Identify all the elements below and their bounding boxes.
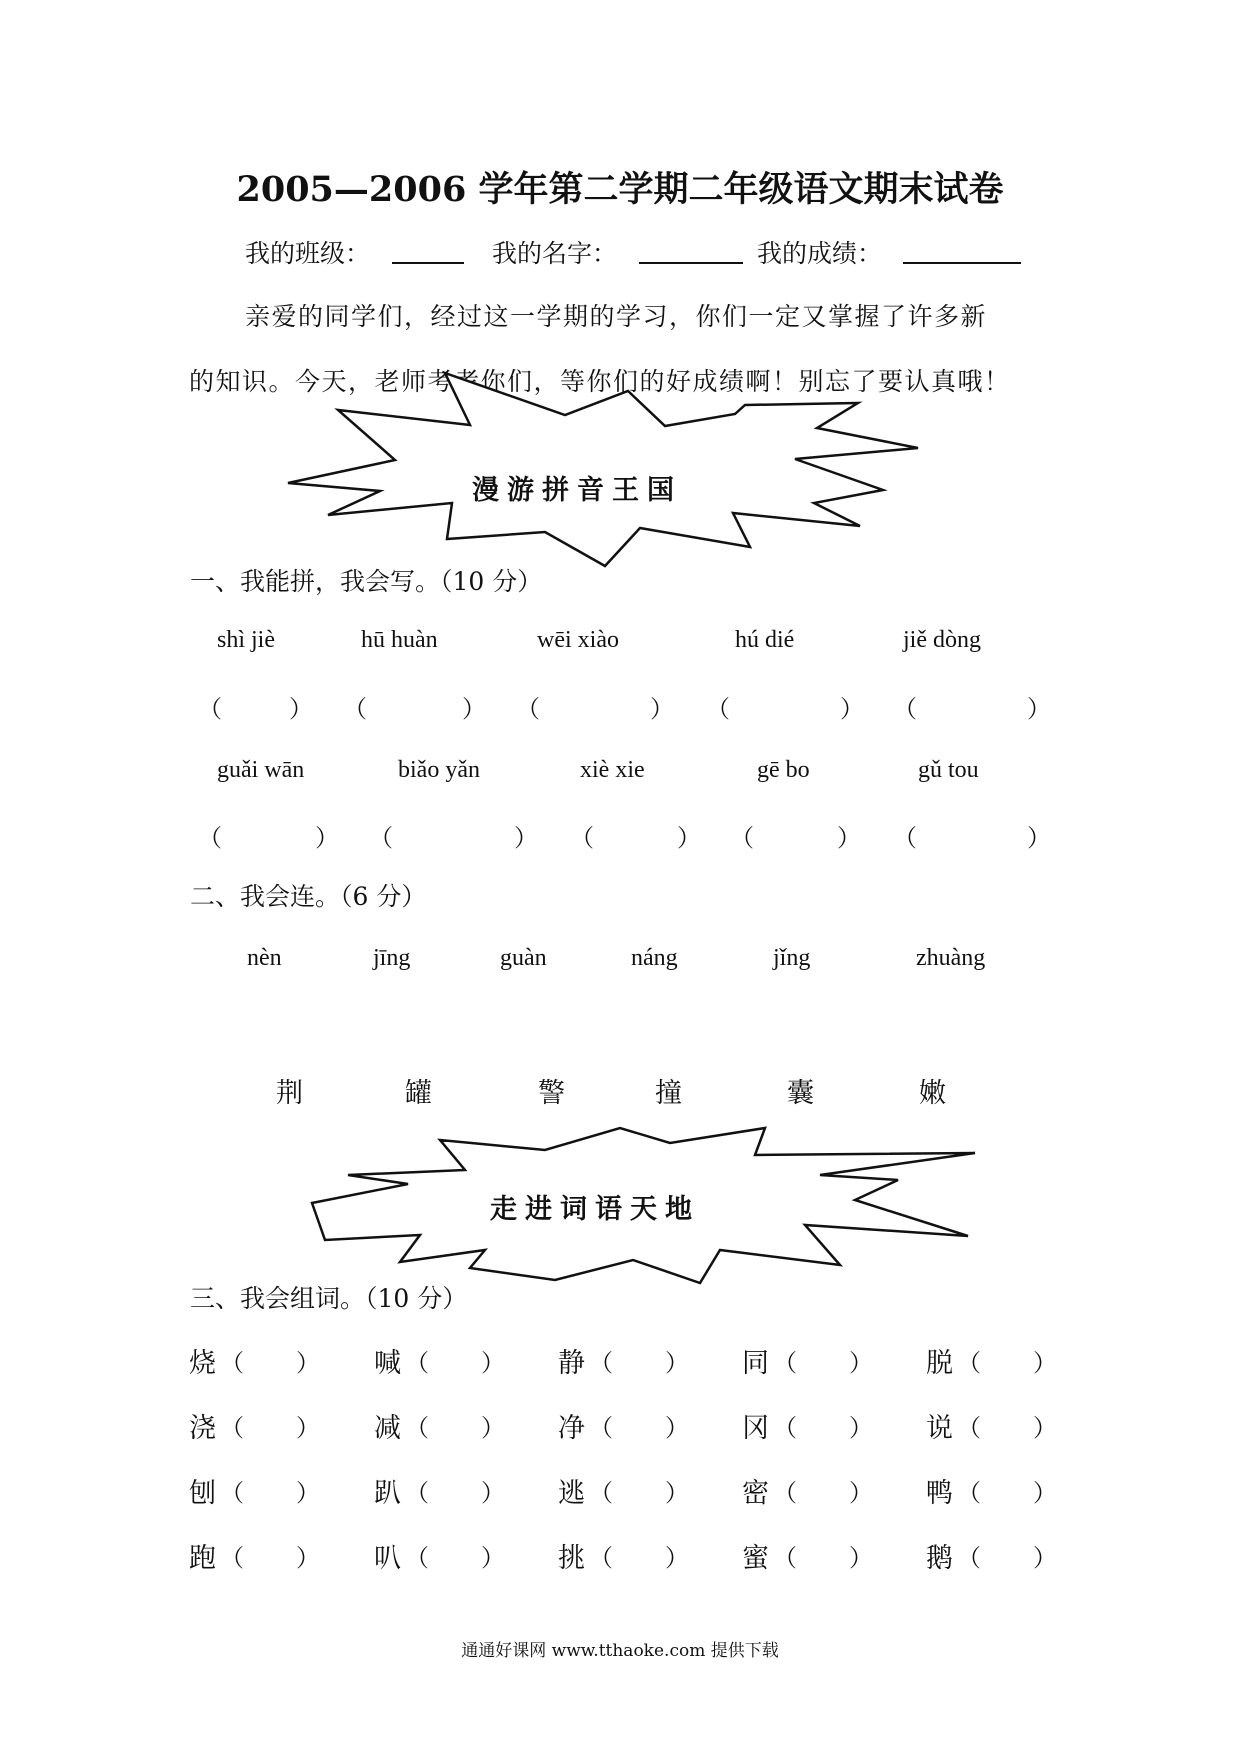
q3-open: （ <box>773 1479 797 1507</box>
q1-r1-open-5: （ <box>893 695 917 723</box>
q3-open: （ <box>220 1414 244 1442</box>
q1-r2-open-5: （ <box>893 824 917 852</box>
q3-close: ） <box>665 1414 689 1442</box>
q2-pinyin-4[interactable]: náng <box>631 945 678 971</box>
q3-close: ） <box>665 1544 689 1572</box>
q2-pinyin-6[interactable]: zhuàng <box>916 945 986 971</box>
q1-pinyin-2: hū huàn <box>361 627 438 653</box>
q1-pinyin-6: guǎi wān <box>217 757 305 783</box>
q1-r1-close-3: ） <box>650 695 674 723</box>
q2-char-4[interactable]: 撞 <box>655 1078 682 1109</box>
q3-close: ） <box>481 1544 505 1572</box>
q3-open: （ <box>220 1544 244 1572</box>
q3-char: 减 <box>374 1413 401 1444</box>
q3-close: ） <box>296 1544 320 1572</box>
q3-open: （ <box>220 1479 244 1507</box>
q1-pinyin-4: hú dié <box>735 627 795 653</box>
q3-close: ） <box>481 1479 505 1507</box>
q1-pinyin-10: gǔ tou <box>918 757 979 783</box>
q3-open: （ <box>773 1544 797 1572</box>
q3-close: ） <box>1033 1544 1057 1572</box>
q3-char: 同 <box>742 1348 769 1379</box>
q3-open: （ <box>957 1479 981 1507</box>
q2-pinyin-2[interactable]: jīng <box>373 945 411 971</box>
q3-close: ） <box>1033 1349 1057 1377</box>
q1-r1-close-5: ） <box>1027 695 1051 723</box>
q3-char: 静 <box>558 1348 585 1379</box>
q1-r2-close-2: ） <box>514 824 538 852</box>
q3-close: ） <box>296 1414 320 1442</box>
q1-r1-open-1: （ <box>198 695 222 723</box>
q3-close: ） <box>481 1414 505 1442</box>
q3-char: 密 <box>742 1478 769 1509</box>
name-label: 我的名字： <box>492 239 618 268</box>
q1-r1-close-2: ） <box>462 695 486 723</box>
q3-char: 跑 <box>189 1543 216 1574</box>
intro-line-2: 的知识。今天，老师考考你们，等你们的好成绩啊！别忘了要认真哦！ <box>189 367 1011 396</box>
q3-close: ） <box>849 1479 873 1507</box>
q1-r2-open-1: （ <box>198 824 222 852</box>
q3-close: ） <box>849 1414 873 1442</box>
page-title: 2005—2006 学年第二学期二年级语文期末试卷 <box>236 169 1004 210</box>
banner-1-title: 漫游拼音王国 <box>472 475 682 506</box>
q3-char: 趴 <box>374 1478 401 1509</box>
q3-char: 逃 <box>558 1478 585 1509</box>
q3-open: （ <box>957 1544 981 1572</box>
q3-open: （ <box>220 1349 244 1377</box>
q2-char-2[interactable]: 罐 <box>405 1078 432 1109</box>
q3-open: （ <box>589 1544 613 1572</box>
q3-open: （ <box>957 1349 981 1377</box>
score-label: 我的成绩： <box>757 239 883 268</box>
q3-open: （ <box>405 1349 429 1377</box>
q1-r2-close-5: ） <box>1027 824 1051 852</box>
q3-open: （ <box>957 1414 981 1442</box>
q1-r2-close-4: ） <box>837 824 861 852</box>
q3-open: （ <box>773 1414 797 1442</box>
q3-char: 说 <box>926 1413 953 1444</box>
q2-char-5[interactable]: 囊 <box>787 1078 814 1109</box>
q3-open: （ <box>589 1479 613 1507</box>
q1-heading: 一、我能拼，我会写。（10 分） <box>190 567 543 596</box>
q3-char: 鸭 <box>926 1478 953 1509</box>
q3-open: （ <box>405 1414 429 1442</box>
q1-r2-close-1: ） <box>315 824 339 852</box>
class-label: 我的班级： <box>245 239 371 268</box>
q3-char: 喊 <box>374 1348 401 1379</box>
banner-2-title: 走进词语天地 <box>490 1194 700 1225</box>
q3-char: 鹅 <box>926 1543 953 1574</box>
q3-close: ） <box>849 1544 873 1572</box>
q3-char: 冈 <box>742 1413 769 1444</box>
q1-r2-open-2: （ <box>369 824 393 852</box>
q1-r2-open-3: （ <box>570 824 594 852</box>
q3-heading: 三、我会组词。（10 分） <box>190 1284 468 1313</box>
q3-close: ） <box>296 1479 320 1507</box>
q1-pinyin-7: biǎo yǎn <box>398 757 480 783</box>
q3-close: ） <box>665 1349 689 1377</box>
q2-pinyin-1[interactable]: nèn <box>247 945 282 971</box>
q1-pinyin-1: shì jiè <box>217 627 275 653</box>
q3-close: ） <box>1033 1479 1057 1507</box>
q2-heading: 二、我会连。（6 分） <box>190 882 427 911</box>
intro-line-1: 亲爱的同学们，经过这一学期的学习，你们一定又掌握了许多新 <box>245 302 988 331</box>
q3-open: （ <box>405 1544 429 1572</box>
q3-close: ） <box>1033 1414 1057 1442</box>
q3-close: ） <box>665 1479 689 1507</box>
q1-r1-close-1: ） <box>289 695 313 723</box>
q3-open: （ <box>405 1479 429 1507</box>
q1-r1-open-4: （ <box>706 695 730 723</box>
q3-open: （ <box>589 1414 613 1442</box>
q1-r1-open-3: （ <box>516 695 540 723</box>
q2-pinyin-3[interactable]: guàn <box>500 945 547 971</box>
q3-char: 脱 <box>926 1348 953 1379</box>
q1-r2-close-3: ） <box>677 824 701 852</box>
q2-char-1[interactable]: 荆 <box>276 1078 303 1109</box>
q3-open: （ <box>589 1349 613 1377</box>
q1-pinyin-8: xiè xie <box>580 757 645 783</box>
q3-char: 浇 <box>189 1413 216 1444</box>
q1-pinyin-5: jiě dòng <box>903 627 981 653</box>
q3-close: ） <box>849 1349 873 1377</box>
q3-close: ） <box>296 1349 320 1377</box>
q1-r1-close-4: ） <box>840 695 864 723</box>
q1-pinyin-3: wēi xiào <box>537 627 619 653</box>
q3-char: 蜜 <box>742 1543 769 1574</box>
q3-char: 叭 <box>374 1543 401 1574</box>
q1-pinyin-9: gē bo <box>757 757 810 783</box>
q3-char: 烧 <box>189 1348 216 1379</box>
q3-char: 挑 <box>558 1543 585 1574</box>
q2-pinyin-5[interactable]: jǐng <box>773 945 811 971</box>
q2-char-6[interactable]: 嫩 <box>919 1078 946 1109</box>
q3-close: ） <box>481 1349 505 1377</box>
q3-char: 净 <box>558 1413 585 1444</box>
footer-credit: 通通好课网 www.tthaoke.com 提供下载 <box>461 1641 779 1661</box>
q2-char-3[interactable]: 警 <box>538 1078 565 1109</box>
q3-open: （ <box>773 1349 797 1377</box>
q1-r2-open-4: （ <box>730 824 754 852</box>
q3-char: 刨 <box>189 1478 216 1509</box>
q1-r1-open-2: （ <box>343 695 367 723</box>
